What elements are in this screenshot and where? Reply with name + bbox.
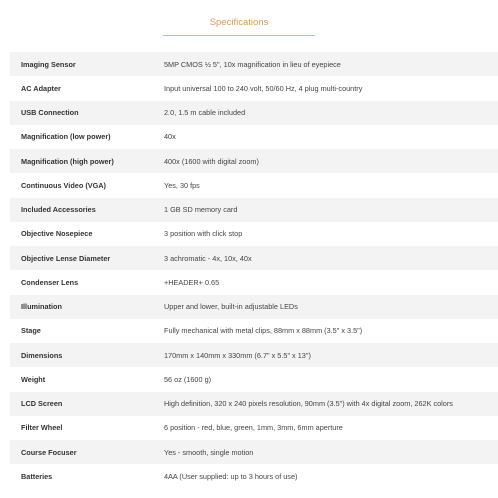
spec-value: 1 GB SD memory card: [164, 205, 238, 215]
tab-bar: [0, 0, 498, 40]
spec-row-included-accessories: [10, 198, 498, 222]
spec-row-objective-nosepiece: [10, 222, 498, 246]
spec-row-continuous-video: [10, 173, 498, 197]
spec-value: High definition, 320 x 240 pixels resolution, 90mm (3.5") with 4x digital zoom, 262K colors: [164, 399, 453, 409]
spec-value: 400x (1600 with digital zoom): [164, 156, 259, 166]
spec-value: 170mm x 140mm x 330mm (6.7" x 5.5" x 13"): [164, 350, 311, 360]
spec-value: Upper and lower, built-in adjustable LEDs: [164, 302, 298, 312]
spec-row-batteries: [10, 464, 498, 488]
spec-row-condenser-lens: [10, 270, 498, 294]
spec-row-stage: [10, 319, 498, 343]
tab-specifications[interactable]: Specifications: [163, 10, 315, 36]
spec-label: Course Focuser: [21, 447, 77, 457]
spec-row-magnification-high: [10, 149, 498, 173]
spec-value: Yes, 30 fps: [164, 180, 200, 190]
spec-row-usb-connection: [10, 101, 498, 125]
spec-row-weight: [10, 367, 498, 391]
spec-row-imaging-sensor: [10, 52, 498, 76]
spec-value: 5MP CMOS ½ 5", 10x magnification in lieu of eyepiece: [164, 59, 341, 69]
spec-value: 2.0, 1.5 m cable included: [164, 108, 246, 118]
spec-value: 3 position with click stop: [164, 229, 243, 239]
spec-label: LCD Screen: [21, 399, 63, 409]
spec-label: Illumination: [21, 302, 62, 312]
spec-value: 4AA (User supplied: up to 3 hours of use): [164, 471, 298, 481]
spec-value: Input universal 100 to 240 volt, 50/60 Hz, 4 plug multi-country: [164, 83, 363, 93]
spec-label: Filter Wheel: [21, 423, 63, 433]
spec-value: +HEADER+ 0.65: [164, 277, 220, 287]
spec-label: USB Connection: [21, 108, 79, 118]
spec-label: Dimensions: [21, 350, 63, 360]
spec-value: 40x: [164, 132, 176, 142]
spec-value: Yes - smooth, single motion: [164, 447, 254, 457]
spec-label: Magnification (high power): [21, 156, 114, 166]
spec-row-magnification-low: [10, 125, 498, 149]
spec-value: 6 position - red, blue, green, 1mm, 3mm, 6mm aperture: [164, 423, 343, 433]
spec-row-illumination: [10, 295, 498, 319]
spec-label: Weight: [21, 374, 46, 384]
spec-label: Included Accessories: [21, 205, 96, 215]
spec-row-objective-lense-diameter: [10, 246, 498, 270]
spec-row-dimensions: [10, 343, 498, 367]
spec-row-filter-wheel: [10, 416, 498, 440]
spec-label: Condenser Lens: [21, 277, 79, 287]
spec-label: Stage: [21, 326, 41, 336]
spec-label: Magnification (low power): [21, 132, 111, 142]
spec-value: 3 achromatic - 4x, 10x, 40x: [164, 253, 252, 263]
spec-label: Objective Lense Diameter: [21, 253, 111, 263]
spec-row-ac-adapter: [10, 76, 498, 100]
spec-label: Continuous Video (VGA): [21, 180, 106, 190]
spec-label: AC Adapter: [21, 83, 61, 93]
spec-value: Fully mechanical with metal clips, 88mm x 88mm (3.5" x 3.5"): [164, 326, 363, 336]
spec-value: 56 oz (1600 g): [164, 374, 212, 384]
specifications-table: [10, 52, 498, 489]
spec-label: Objective Nosepiece: [21, 229, 93, 239]
spec-row-lcd-screen: [10, 392, 498, 416]
spec-label: Batteries: [21, 471, 53, 481]
spec-row-course-focuser: [10, 440, 498, 464]
spec-label: Imaging Sensor: [21, 59, 76, 69]
